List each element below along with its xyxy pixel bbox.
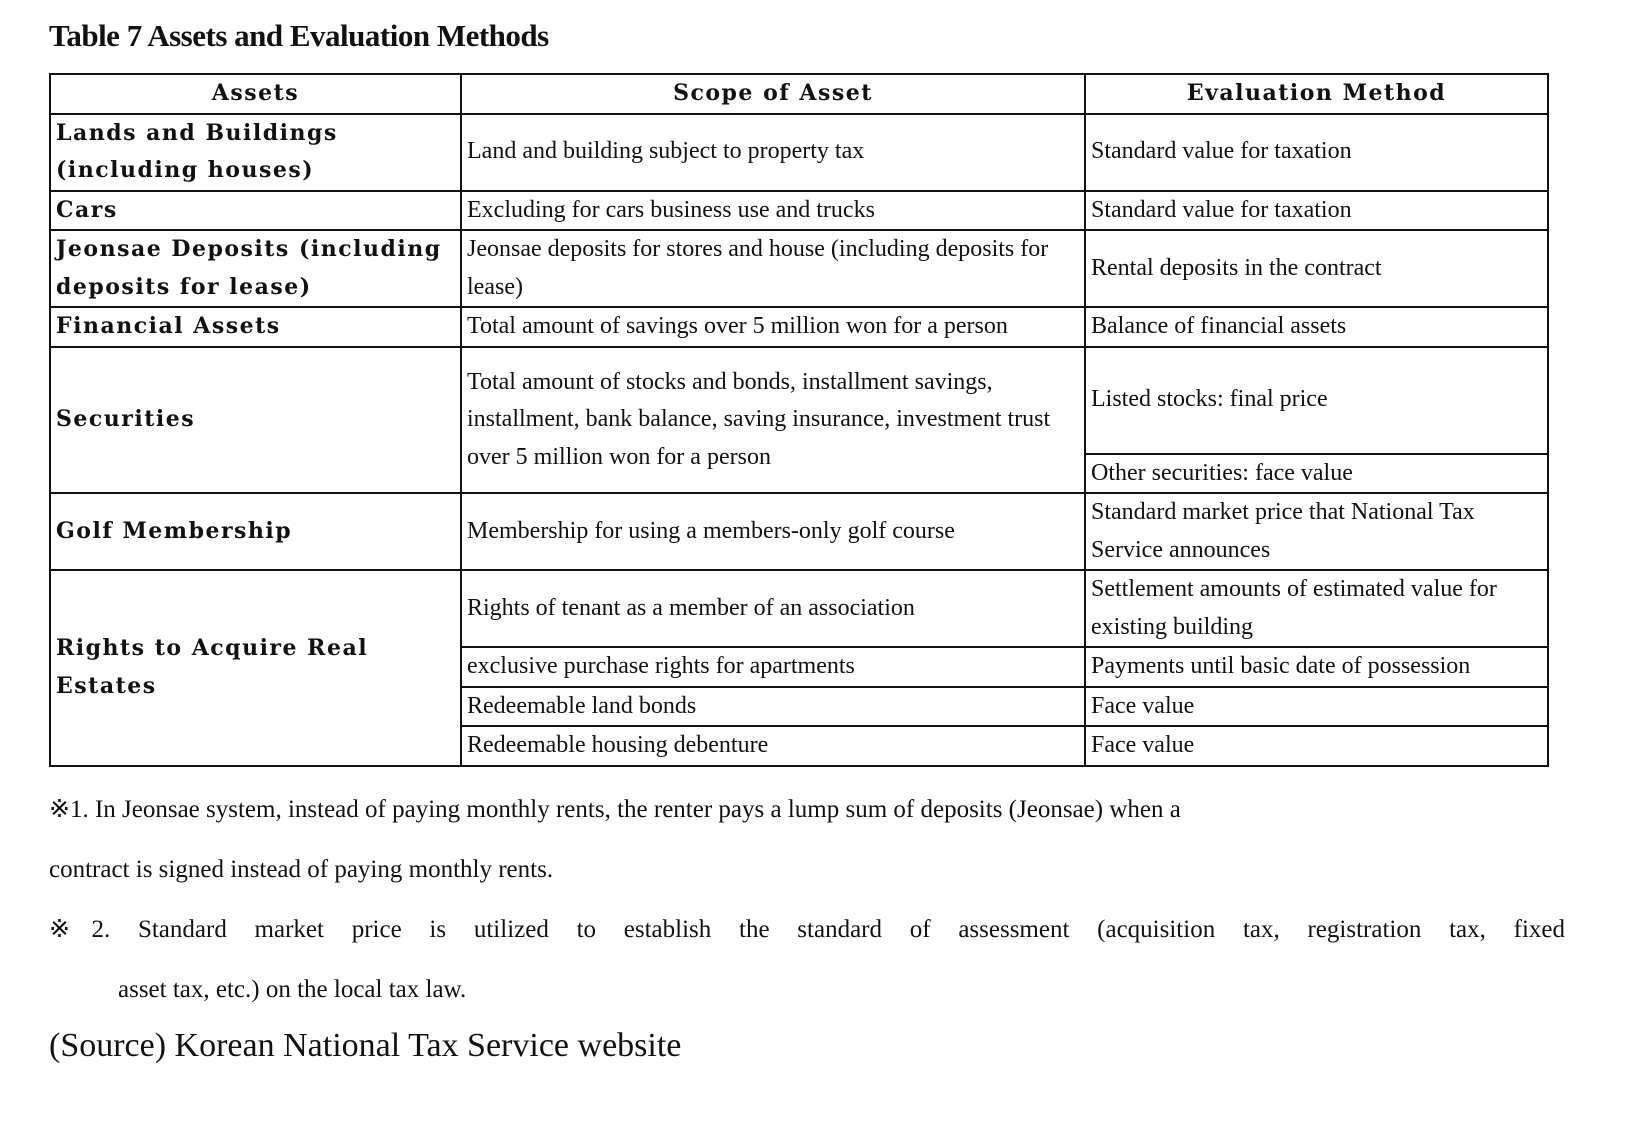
method-cell: Listed stocks: final price: [1085, 347, 1548, 454]
table-row: [50, 230, 1548, 307]
table-row: [50, 347, 1548, 454]
header-scope: Scope of Asset: [461, 74, 1085, 114]
table-title: Table 7 Assets and Evaluation Methods: [49, 18, 549, 53]
scope-cell: Jeonsae deposits for stores and house (including deposits for lease): [461, 230, 1085, 307]
footnotes: [49, 780, 1565, 1020]
asset-cell: Jeonsae Deposits (including deposits for lease): [50, 230, 461, 307]
table-header-row: [50, 74, 1548, 114]
method-cell: Standard value for taxation: [1085, 191, 1548, 231]
asset-cell: Lands and Buildings (including houses): [50, 114, 461, 191]
method-cell: Settlement amounts of estimated value for existing building: [1085, 570, 1548, 647]
scope-cell: Total amount of savings over 5 million won for a person: [461, 307, 1085, 347]
asset-cell: Golf Membership: [50, 493, 461, 570]
document: [49, 16, 1569, 1070]
scope-cell: Land and building subject to property tax: [461, 114, 1085, 191]
footnote-2-line-1: ※2. Standard market price is utilized to establish the standard of assessment (acquisition tax, registration tax, fixed: [49, 915, 1565, 943]
method-cell: Face value: [1085, 726, 1548, 766]
assets-table: [49, 73, 1549, 767]
table-row: [50, 191, 1548, 231]
scope-cell: Excluding for cars business use and trucks: [461, 191, 1085, 231]
method-cell: Payments until basic date of possession: [1085, 647, 1548, 687]
method-cell: Standard value for taxation: [1085, 114, 1548, 191]
method-cell: Face value: [1085, 687, 1548, 727]
asset-cell: Financial Assets: [50, 307, 461, 347]
method-cell: Standard market price that National Tax Service announces: [1085, 493, 1548, 570]
asset-cell: Cars: [50, 191, 461, 231]
asset-cell: Securities: [50, 347, 461, 494]
footnote-1-line-1: ※1. In Jeonsae system, instead of paying monthly rents, the renter pays a lump sum of deposits (Jeonsae) when a: [49, 795, 1181, 823]
scope-cell: Redeemable land bonds: [461, 687, 1085, 727]
method-cell: Other securities: face value: [1085, 454, 1548, 494]
scope-cell: exclusive purchase rights for apartments: [461, 647, 1085, 687]
method-cell: Balance of financial assets: [1085, 307, 1548, 347]
scope-cell: Membership for using a members-only golf course: [461, 493, 1085, 570]
asset-cell: Rights to Acquire Real Estates: [50, 570, 461, 766]
footnote-1-line-2: contract is signed instead of paying monthly rents.: [49, 855, 554, 883]
header-assets: Assets: [50, 74, 461, 114]
table-row: [50, 570, 1548, 647]
table-row: [50, 493, 1548, 570]
table-row: [50, 307, 1548, 347]
scope-cell: Rights of tenant as a member of an association: [461, 570, 1085, 647]
source-line: (Source) Korean National Tax Service website: [49, 1026, 682, 1064]
table-row: [50, 114, 1548, 191]
method-cell: Rental deposits in the contract: [1085, 230, 1548, 307]
scope-cell: Redeemable housing debenture: [461, 726, 1085, 766]
scope-cell: Total amount of stocks and bonds, installment savings, installment, bank balance, saving insurance, investment trust over 5 million won for a person: [461, 347, 1085, 494]
footnote-2-line-2: asset tax, etc.) on the local tax law.: [118, 975, 467, 1003]
header-evaluation-method: Evaluation Method: [1085, 74, 1548, 114]
